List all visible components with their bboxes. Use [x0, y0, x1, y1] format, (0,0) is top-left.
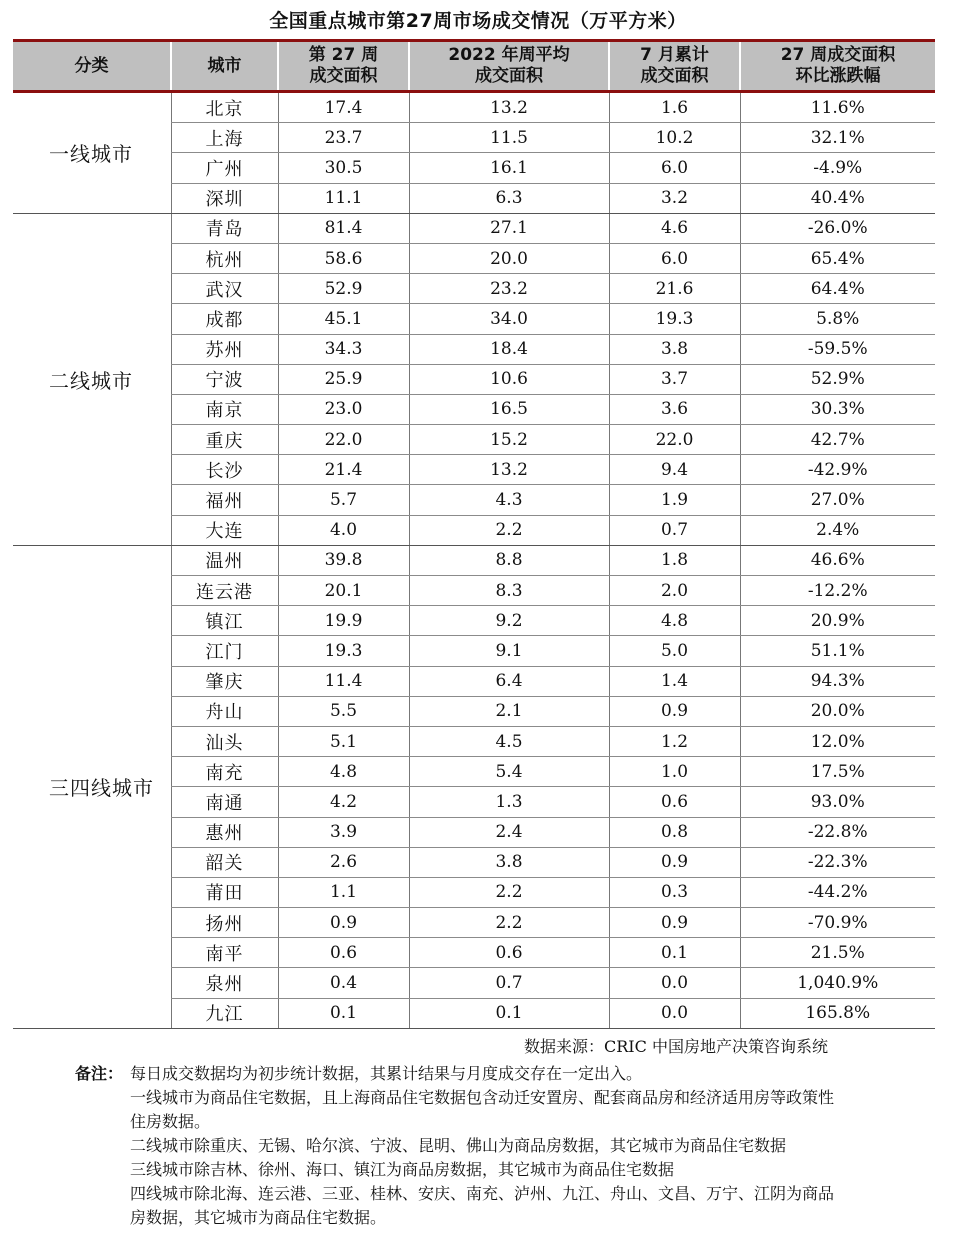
city-cell: 肇庆	[171, 666, 278, 696]
weekly-average-cell: 8.3	[409, 576, 609, 606]
week-area-cell: 39.8	[278, 545, 409, 575]
weekly-average-cell: 13.2	[409, 92, 609, 123]
city-cell: 北京	[171, 92, 278, 123]
week-area-cell: 0.6	[278, 938, 409, 968]
weekly-average-cell: 20.0	[409, 243, 609, 273]
header-month-total: 7 月累计 成交面积	[609, 41, 740, 92]
month-total-cell: 1.6	[609, 92, 740, 123]
week-area-cell: 1.1	[278, 877, 409, 907]
weekly-average-cell: 9.2	[409, 606, 609, 636]
city-cell: 深圳	[171, 183, 278, 213]
weekly-average-cell: 9.1	[409, 636, 609, 666]
week-area-cell: 11.1	[278, 183, 409, 213]
city-cell: 汕头	[171, 726, 278, 756]
city-cell: 杭州	[171, 243, 278, 273]
transaction-table	[13, 39, 935, 1029]
week-area-cell: 4.2	[278, 787, 409, 817]
change-cell: 46.6%	[740, 545, 935, 575]
week-area-cell: 23.7	[278, 123, 409, 153]
change-cell: -26.0%	[740, 213, 935, 243]
week-area-cell: 81.4	[278, 213, 409, 243]
table-row	[13, 213, 935, 243]
city-cell: 苏州	[171, 334, 278, 364]
weekly-average-cell: 16.5	[409, 394, 609, 424]
month-total-cell: 1.4	[609, 666, 740, 696]
weekly-average-cell: 4.5	[409, 726, 609, 756]
city-cell: 青岛	[171, 213, 278, 243]
month-total-cell: 4.6	[609, 213, 740, 243]
month-total-cell: 3.2	[609, 183, 740, 213]
month-total-cell: 6.0	[609, 243, 740, 273]
weekly-average-cell: 2.4	[409, 817, 609, 847]
weekly-average-cell: 2.2	[409, 515, 609, 545]
header-week-area: 第 27 周 成交面积	[278, 41, 409, 92]
week-area-cell: 22.0	[278, 425, 409, 455]
week-area-cell: 52.9	[278, 274, 409, 304]
weekly-average-cell: 2.2	[409, 908, 609, 938]
change-cell: -22.3%	[740, 847, 935, 877]
month-total-cell: 1.0	[609, 757, 740, 787]
city-cell: 南充	[171, 757, 278, 787]
header-weekly-average: 2022 年周平均 成交面积	[409, 41, 609, 92]
notes-label: 备注：	[75, 1064, 124, 1083]
change-cell: 20.9%	[740, 606, 935, 636]
weekly-average-cell: 4.3	[409, 485, 609, 515]
week-area-cell: 0.9	[278, 908, 409, 938]
category-cell: 一线城市	[13, 92, 171, 214]
month-total-cell: 0.1	[609, 938, 740, 968]
notes-section	[75, 1062, 945, 1230]
weekly-average-cell: 18.4	[409, 334, 609, 364]
month-total-cell: 22.0	[609, 425, 740, 455]
month-total-cell: 0.9	[609, 847, 740, 877]
week-area-cell: 34.3	[278, 334, 409, 364]
table-row	[13, 545, 935, 575]
week-area-cell: 45.1	[278, 304, 409, 334]
change-cell: -4.9%	[740, 153, 935, 183]
month-total-cell: 0.6	[609, 787, 740, 817]
weekly-average-cell: 0.1	[409, 998, 609, 1028]
weekly-average-cell: 15.2	[409, 425, 609, 455]
week-area-cell: 19.3	[278, 636, 409, 666]
week-area-cell: 58.6	[278, 243, 409, 273]
city-cell: 惠州	[171, 817, 278, 847]
change-cell: 30.3%	[740, 394, 935, 424]
change-cell: -12.2%	[740, 576, 935, 606]
city-cell: 镇江	[171, 606, 278, 636]
city-cell: 福州	[171, 485, 278, 515]
city-cell: 连云港	[171, 576, 278, 606]
note-line: 四线城市除北海、连云港、三亚、桂林、安庆、南充、泸州、九江、舟山、文昌、万宁、江阴为商品	[130, 1184, 835, 1203]
weekly-average-cell: 3.8	[409, 847, 609, 877]
month-total-cell: 0.8	[609, 817, 740, 847]
change-cell: 12.0%	[740, 726, 935, 756]
weekly-average-cell: 11.5	[409, 123, 609, 153]
change-cell: 94.3%	[740, 666, 935, 696]
category-cell: 二线城市	[13, 213, 171, 545]
month-total-cell: 5.0	[609, 636, 740, 666]
change-cell: -22.8%	[740, 817, 935, 847]
weekly-average-cell: 2.2	[409, 877, 609, 907]
city-cell: 九江	[171, 998, 278, 1028]
week-area-cell: 11.4	[278, 666, 409, 696]
change-cell: 17.5%	[740, 757, 935, 787]
change-cell: 93.0%	[740, 787, 935, 817]
month-total-cell: 4.8	[609, 606, 740, 636]
weekly-average-cell: 10.6	[409, 364, 609, 394]
change-cell: 27.0%	[740, 485, 935, 515]
table-title: 全国重点城市第27周市场成交情况（万平方米）	[269, 10, 687, 32]
week-area-cell: 4.0	[278, 515, 409, 545]
week-area-cell: 17.4	[278, 92, 409, 123]
month-total-cell: 19.3	[609, 304, 740, 334]
data-source: 数据来源：CRIC 中国房地产决策咨询系统	[524, 1037, 828, 1056]
header-category: 分类	[13, 41, 171, 92]
note-line: 二线城市除重庆、无锡、哈尔滨、宁波、昆明、佛山为商品房数据，其它城市为商品住宅数据	[130, 1136, 787, 1155]
city-cell: 扬州	[171, 908, 278, 938]
week-area-cell: 21.4	[278, 455, 409, 485]
city-cell: 大连	[171, 515, 278, 545]
city-cell: 江门	[171, 636, 278, 666]
weekly-average-cell: 6.3	[409, 183, 609, 213]
weekly-average-cell: 2.1	[409, 696, 609, 726]
city-cell: 长沙	[171, 455, 278, 485]
city-cell: 舟山	[171, 696, 278, 726]
change-cell: 11.6%	[740, 92, 935, 123]
city-cell: 泉州	[171, 968, 278, 998]
note-line: 三线城市除吉林、徐州、海口、镇江为商品房数据，其它城市为商品住宅数据	[130, 1160, 675, 1179]
change-cell: 5.8%	[740, 304, 935, 334]
month-total-cell: 0.9	[609, 908, 740, 938]
city-cell: 广州	[171, 153, 278, 183]
change-cell: 32.1%	[740, 123, 935, 153]
week-area-cell: 2.6	[278, 847, 409, 877]
month-total-cell: 0.9	[609, 696, 740, 726]
change-cell: 1,040.9%	[740, 968, 935, 998]
month-total-cell: 0.3	[609, 877, 740, 907]
change-cell: -59.5%	[740, 334, 935, 364]
weekly-average-cell: 1.3	[409, 787, 609, 817]
weekly-average-cell: 6.4	[409, 666, 609, 696]
week-area-cell: 0.1	[278, 998, 409, 1028]
week-area-cell: 5.7	[278, 485, 409, 515]
month-total-cell: 10.2	[609, 123, 740, 153]
month-total-cell: 3.6	[609, 394, 740, 424]
weekly-average-cell: 34.0	[409, 304, 609, 334]
change-cell: 40.4%	[740, 183, 935, 213]
weekly-average-cell: 16.1	[409, 153, 609, 183]
header-row	[13, 41, 935, 92]
header-city: 城市	[171, 41, 278, 92]
week-area-cell: 23.0	[278, 394, 409, 424]
city-cell: 温州	[171, 545, 278, 575]
week-area-cell: 25.9	[278, 364, 409, 394]
week-area-cell: 30.5	[278, 153, 409, 183]
city-cell: 重庆	[171, 425, 278, 455]
change-cell: 21.5%	[740, 938, 935, 968]
note-line: 一线城市为商品住宅数据，且上海商品住宅数据包含动迁安置房、配套商品房和经济适用房等政策性	[130, 1088, 835, 1107]
month-total-cell: 0.0	[609, 998, 740, 1028]
city-cell: 成都	[171, 304, 278, 334]
city-cell: 韶关	[171, 847, 278, 877]
table-body	[13, 92, 935, 1029]
weekly-average-cell: 0.7	[409, 968, 609, 998]
table-row	[13, 92, 935, 123]
city-cell: 武汉	[171, 274, 278, 304]
weekly-average-cell: 8.8	[409, 545, 609, 575]
change-cell: 52.9%	[740, 364, 935, 394]
month-total-cell: 1.2	[609, 726, 740, 756]
change-cell: 165.8%	[740, 998, 935, 1028]
change-cell: 64.4%	[740, 274, 935, 304]
change-cell: 42.7%	[740, 425, 935, 455]
city-cell: 南平	[171, 938, 278, 968]
weekly-average-cell: 5.4	[409, 757, 609, 787]
month-total-cell: 1.9	[609, 485, 740, 515]
week-area-cell: 5.1	[278, 726, 409, 756]
month-total-cell: 6.0	[609, 153, 740, 183]
note-line: 每日成交数据均为初步统计数据，其累计结果与月度成交存在一定出入。	[130, 1064, 643, 1083]
city-cell: 莆田	[171, 877, 278, 907]
month-total-cell: 1.8	[609, 545, 740, 575]
month-total-cell: 3.7	[609, 364, 740, 394]
change-cell: 2.4%	[740, 515, 935, 545]
weekly-average-cell: 23.2	[409, 274, 609, 304]
month-total-cell: 0.0	[609, 968, 740, 998]
city-cell: 南京	[171, 394, 278, 424]
change-cell: -44.2%	[740, 877, 935, 907]
change-cell: 51.1%	[740, 636, 935, 666]
month-total-cell: 2.0	[609, 576, 740, 606]
week-area-cell: 3.9	[278, 817, 409, 847]
month-total-cell: 0.7	[609, 515, 740, 545]
weekly-average-cell: 27.1	[409, 213, 609, 243]
weekly-average-cell: 0.6	[409, 938, 609, 968]
week-area-cell: 19.9	[278, 606, 409, 636]
city-cell: 南通	[171, 787, 278, 817]
change-cell: -70.9%	[740, 908, 935, 938]
category-cell: 三四线城市	[13, 545, 171, 1028]
city-cell: 宁波	[171, 364, 278, 394]
weekly-average-cell: 13.2	[409, 455, 609, 485]
week-area-cell: 0.4	[278, 968, 409, 998]
month-total-cell: 21.6	[609, 274, 740, 304]
header-change: 27 周成交面积 环比涨跌幅	[740, 41, 935, 92]
city-cell: 上海	[171, 123, 278, 153]
change-cell: 20.0%	[740, 696, 935, 726]
week-area-cell: 4.8	[278, 757, 409, 787]
week-area-cell: 5.5	[278, 696, 409, 726]
month-total-cell: 9.4	[609, 455, 740, 485]
change-cell: 65.4%	[740, 243, 935, 273]
note-line: 住房数据。	[130, 1112, 211, 1131]
note-line: 房数据，其它城市为商品住宅数据。	[130, 1208, 387, 1227]
week-area-cell: 20.1	[278, 576, 409, 606]
change-cell: -42.9%	[740, 455, 935, 485]
month-total-cell: 3.8	[609, 334, 740, 364]
